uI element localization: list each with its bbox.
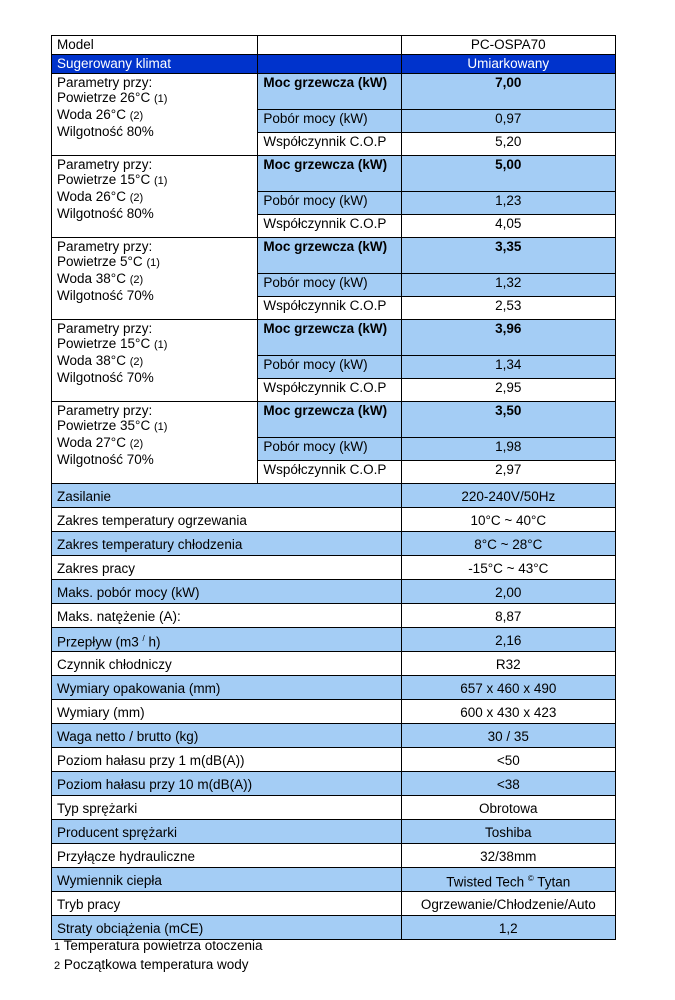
condition-parameters: [52, 156, 258, 238]
heating-capacity-value: 7,00: [401, 74, 615, 110]
superscript: /: [142, 633, 145, 643]
water-temp: Woda 26°C: [57, 107, 126, 122]
heating-capacity-label: Moc grzewcza (kW): [258, 320, 401, 356]
condition-row-heat: [52, 402, 616, 438]
condition-title: Parametry przy:: [57, 75, 153, 90]
air-temp: Powietrze 5°C: [57, 254, 143, 269]
cop-label: Współczynnik C.O.P: [258, 297, 401, 320]
water-temp: Woda 38°C: [57, 353, 126, 368]
spec-value: 220-240V/50Hz: [401, 484, 615, 508]
condition-parameters: [52, 402, 258, 484]
condition-air: [57, 418, 252, 435]
spec-value: 600 x 430 x 423: [401, 700, 615, 724]
condition-air: [57, 172, 252, 189]
spec-label: Poziom hałasu przy 1 m(dB(A)): [52, 748, 402, 772]
condition-parameters: [52, 238, 258, 320]
spec-label: Maks. pobór mocy (kW): [52, 580, 402, 604]
spec-value: Ogrzewanie/Chłodzenie/Auto: [401, 892, 615, 916]
spec-label: Maks. natężenie (A):: [52, 604, 402, 628]
cop-label: Współczynnik C.O.P: [258, 133, 401, 156]
condition-air: [57, 336, 252, 353]
footnote-mark: (2): [129, 110, 144, 122]
spec-label: Przyłącze hydrauliczne: [52, 844, 402, 868]
condition-humidity: Wilgotność 80%: [57, 124, 154, 139]
spec-value: 2,16: [401, 628, 615, 652]
specification-table: [51, 35, 616, 940]
cop-label: Współczynnik C.O.P: [258, 379, 401, 402]
condition-water: [57, 353, 252, 370]
spec-label: Poziom hałasu przy 10 m(dB(A)): [52, 772, 402, 796]
condition-humidity: Wilgotność 70%: [57, 370, 154, 385]
spec-row: [52, 508, 616, 532]
spec-value: 8,87: [401, 604, 615, 628]
footnote-text: Początkowa temperatura wody: [63, 957, 249, 972]
power-input-value: 0,97: [401, 110, 615, 133]
empty-cell: [258, 55, 401, 74]
spec-value: [401, 868, 615, 892]
power-input-value: 1,34: [401, 356, 615, 379]
power-input-label: Pobór mocy (kW): [258, 438, 401, 461]
power-input-label: Pobór mocy (kW): [258, 356, 401, 379]
footnote-2: [54, 956, 263, 975]
condition-humidity: Wilgotność 70%: [57, 452, 154, 467]
spec-value: Obrotowa: [401, 796, 615, 820]
air-temp: Powietrze 15°C: [57, 172, 151, 187]
water-temp: Woda 26°C: [57, 189, 126, 204]
spec-value: 30 / 35: [401, 724, 615, 748]
cop-value: 2,53: [401, 297, 615, 320]
footnote-mark: (1): [153, 339, 168, 351]
spec-row: [52, 844, 616, 868]
model-row: [52, 36, 616, 55]
spec-value-text: Tytan: [537, 874, 571, 890]
spec-label: Waga netto / brutto (kg): [52, 724, 402, 748]
power-input-value: 1,32: [401, 274, 615, 297]
spec-value: <38: [401, 772, 615, 796]
footnote-mark: (2): [129, 192, 144, 204]
spec-row: [52, 628, 616, 652]
heating-capacity-value: 3,50: [401, 402, 615, 438]
empty-cell: [258, 36, 401, 55]
footnote-1: [54, 937, 263, 956]
heating-capacity-label: Moc grzewcza (kW): [258, 74, 401, 110]
spec-value: <50: [401, 748, 615, 772]
condition-row-heat: [52, 320, 616, 356]
spec-value: Toshiba: [401, 820, 615, 844]
condition-water: [57, 435, 252, 452]
footnotes: [54, 937, 263, 975]
spec-label-text: h): [148, 634, 161, 650]
footnote-text: Temperatura powietrza otoczenia: [63, 938, 263, 953]
spec-value: 657 x 460 x 490: [401, 676, 615, 700]
spec-label: Czynnik chłodniczy: [52, 652, 402, 676]
heating-capacity-label: Moc grzewcza (kW): [258, 402, 401, 438]
model-label: Model: [52, 36, 258, 55]
heating-capacity-label: Moc grzewcza (kW): [258, 156, 401, 192]
power-input-value: 1,23: [401, 192, 615, 215]
power-input-label: Pobór mocy (kW): [258, 274, 401, 297]
condition-row-heat: [52, 238, 616, 274]
footnote-mark: (1): [153, 421, 168, 433]
spec-row: [52, 820, 616, 844]
spec-value: -15°C ~ 43°C: [401, 556, 615, 580]
footnote-number: 1: [54, 941, 61, 953]
spec-label: Producent sprężarki: [52, 820, 402, 844]
condition-row-heat: [52, 74, 616, 110]
spec-row: [52, 868, 616, 892]
condition-title: Parametry przy:: [57, 157, 153, 172]
condition-humidity: Wilgotność 80%: [57, 206, 154, 221]
spec-row: [52, 580, 616, 604]
spec-row: [52, 796, 616, 820]
condition-water: [57, 189, 252, 206]
spec-label: Wymiennik ciepła: [52, 868, 402, 892]
footnote-mark: (2): [129, 438, 144, 450]
cop-value: 2,95: [401, 379, 615, 402]
spec-value-text: Twisted Tech: [446, 874, 525, 890]
condition-row-heat: [52, 156, 616, 192]
spec-row: [52, 700, 616, 724]
spec-value: 2,00: [401, 580, 615, 604]
spec-value: 8°C ~ 28°C: [401, 532, 615, 556]
spec-label: Wymiary opakowania (mm): [52, 676, 402, 700]
air-temp: Powietrze 35°C: [57, 418, 151, 433]
condition-air: [57, 90, 252, 107]
heating-capacity-value: 3,35: [401, 238, 615, 274]
spec-value: 10°C ~ 40°C: [401, 508, 615, 532]
water-temp: Woda 27°C: [57, 435, 126, 450]
spec-label: Zakres temperatury chłodzenia: [52, 532, 402, 556]
spec-label-text: Przepływ (m3: [57, 634, 139, 650]
power-input-label: Pobór mocy (kW): [258, 192, 401, 215]
cop-value: 4,05: [401, 215, 615, 238]
climate-label: Sugerowany klimat: [52, 55, 258, 74]
spec-label: Zakres pracy: [52, 556, 402, 580]
footnote-mark: (2): [129, 274, 144, 286]
air-temp: Powietrze 15°C: [57, 336, 151, 351]
spec-row: [52, 556, 616, 580]
superscript: ©: [527, 873, 534, 883]
spec-label: Typ sprężarki: [52, 796, 402, 820]
condition-humidity: Wilgotność 70%: [57, 288, 154, 303]
condition-title: Parametry przy:: [57, 239, 153, 254]
cop-value: 5,20: [401, 133, 615, 156]
heating-capacity-value: 5,00: [401, 156, 615, 192]
spec-row: [52, 604, 616, 628]
spec-row: [52, 916, 616, 940]
condition-air: [57, 254, 252, 271]
condition-title: Parametry przy:: [57, 321, 153, 336]
condition-water: [57, 271, 252, 288]
spec-row: [52, 676, 616, 700]
spec-row: [52, 484, 616, 508]
spec-row: [52, 652, 616, 676]
water-temp: Woda 38°C: [57, 271, 126, 286]
spec-label: Zakres temperatury ogrzewania: [52, 508, 402, 532]
cop-value: 2,97: [401, 461, 615, 484]
spec-row: [52, 532, 616, 556]
footnote-mark: (1): [146, 257, 160, 269]
spec-value: R32: [401, 652, 615, 676]
climate-value: Umiarkowany: [401, 55, 615, 74]
spec-value: 1,2: [401, 916, 615, 940]
footnote-number: 2: [54, 960, 61, 972]
cop-label: Współczynnik C.O.P: [258, 461, 401, 484]
model-value: PC-OSPA70: [401, 36, 615, 55]
climate-row: [52, 55, 616, 74]
spec-label: Straty obciążenia (mCE): [52, 916, 402, 940]
cop-label: Współczynnik C.O.P: [258, 215, 401, 238]
spec-label: [52, 628, 402, 652]
spec-label: Tryb pracy: [52, 892, 402, 916]
heating-capacity-label: Moc grzewcza (kW): [258, 238, 401, 274]
condition-parameters: [52, 74, 258, 156]
spec-row: [52, 892, 616, 916]
spec-row: [52, 748, 616, 772]
air-temp: Powietrze 26°C: [57, 90, 151, 105]
condition-parameters: [52, 320, 258, 402]
footnote-mark: (2): [129, 356, 144, 368]
spec-row: [52, 724, 616, 748]
power-input-label: Pobór mocy (kW): [258, 110, 401, 133]
spec-value: 32/38mm: [401, 844, 615, 868]
condition-title: Parametry przy:: [57, 403, 153, 418]
spec-label: Wymiary (mm): [52, 700, 402, 724]
footnote-mark: (1): [153, 93, 168, 105]
condition-water: [57, 107, 252, 124]
footnote-mark: (1): [153, 175, 168, 187]
spec-label: Zasilanie: [52, 484, 402, 508]
spec-row: [52, 772, 616, 796]
power-input-value: 1,98: [401, 438, 615, 461]
heating-capacity-value: 3,96: [401, 320, 615, 356]
